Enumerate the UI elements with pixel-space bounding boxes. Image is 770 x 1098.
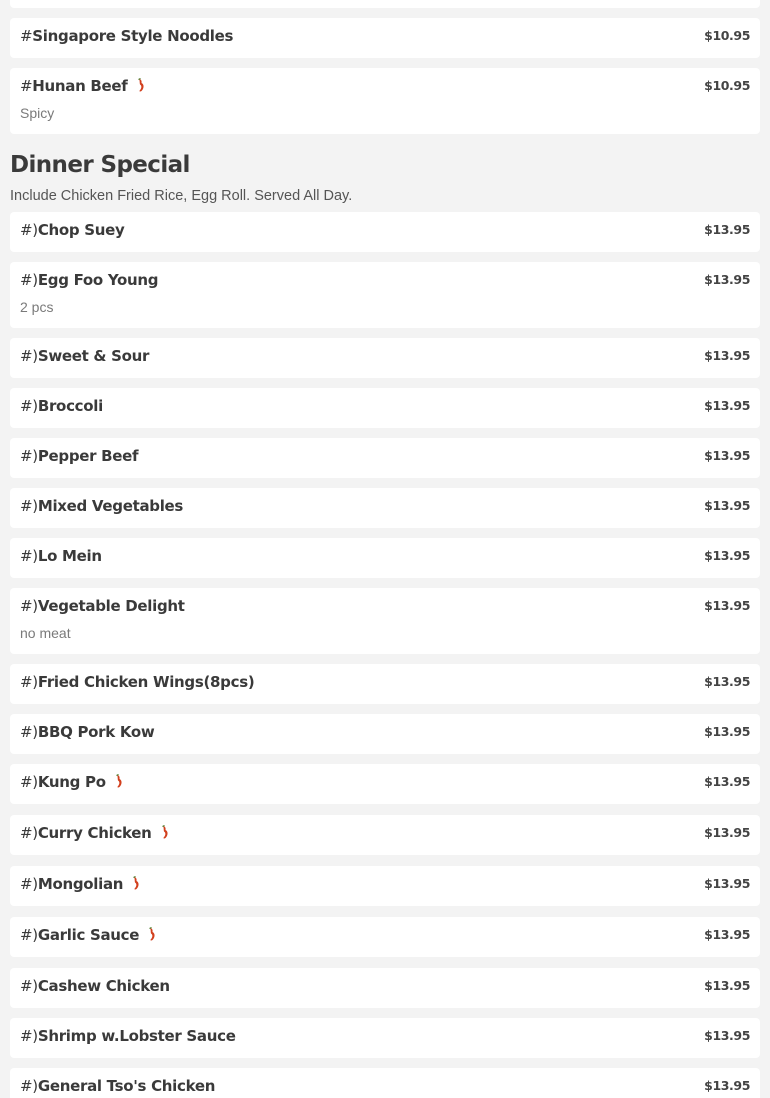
menu-item-prefix: #) [20,497,38,515]
menu-item-price: $13.95 [704,825,750,840]
menu-item-prefix: #) [20,723,38,741]
menu-item-prefix: #) [20,221,38,239]
menu-item-price: $13.95 [704,724,750,739]
menu-item-card[interactable] [10,714,760,754]
menu-item-title: Cashew Chicken [37,977,170,995]
menu-item-prefix: #) [20,977,38,995]
menu-item-name [20,27,233,45]
menu-item-name [20,397,103,415]
menu-item-prefix: # [20,27,33,45]
menu-item-title: Sweet & Sour [37,347,150,365]
menu-item-price: $13.95 [704,876,750,891]
menu-item-card[interactable] [10,212,760,252]
menu-item-prefix: #) [20,1027,38,1045]
chili-pepper-icon [160,825,169,839]
menu-item-title: Egg Foo Young [37,271,159,289]
menu-item-price: $10.95 [704,78,750,93]
menu-item-price: $13.95 [704,978,750,993]
menu-item-prefix: #) [20,926,38,944]
menu-item-name [20,547,102,565]
chili-pepper-icon [114,774,123,788]
chili-pepper-icon [131,876,140,890]
menu-item-title: Chop Suey [37,221,125,239]
menu-item-prefix: #) [20,447,38,465]
menu-item-name [20,926,156,944]
menu-item-card[interactable] [10,262,760,328]
menu-item-title: Hunan Beef [32,77,128,95]
menu-item-card[interactable] [10,917,760,957]
menu-item-prefix: #) [20,875,38,893]
menu-item-card[interactable] [10,68,760,134]
menu-item-card[interactable] [10,664,760,704]
menu-item-title: Mongolian [37,875,124,893]
menu-item-price: $13.95 [704,1078,750,1093]
section-description: Include Chicken Fried Rice, Egg Roll. Served All Day. [10,188,353,204]
menu-item-prefix: # [20,77,33,95]
menu-item-name [20,1027,236,1045]
menu-item-card[interactable] [10,815,760,855]
menu-item-card[interactable] [10,968,760,1008]
menu-item-title: Pepper Beef [37,447,139,465]
menu-item-title: Vegetable Delight [37,597,185,615]
menu-item-prefix: #) [20,347,38,365]
menu-item-price: $13.95 [704,398,750,413]
menu-item-name [20,271,158,289]
menu-item-name [20,447,138,465]
menu-item-prefix: #) [20,597,38,615]
menu-item-title: Mixed Vegetables [37,497,184,515]
menu-item-card[interactable] [10,488,760,528]
menu-item-title: Lo Mein [37,547,102,565]
menu-item-name [20,221,125,239]
menu-item-name [20,773,123,791]
menu-item-name [20,77,145,95]
menu-item-prefix: #) [20,824,38,842]
menu-item-price: $13.95 [704,448,750,463]
menu-item-price: $13.95 [704,927,750,942]
chili-pepper-icon [136,78,145,92]
menu-item-name [20,673,254,691]
menu-item-title: Kung Po [37,773,106,791]
menu-item-description: Spicy [20,105,55,121]
menu-item-title: Fried Chicken Wings(8pcs) [37,673,255,691]
menu-item-card[interactable] [10,1018,760,1058]
menu-item-card[interactable] [10,866,760,906]
menu-item-price: $13.95 [704,1028,750,1043]
menu-item-prefix: #) [20,673,38,691]
menu-item-price: $13.95 [704,498,750,513]
menu-item-price: $13.95 [704,598,750,613]
menu-item-name [20,875,140,893]
menu-item-name [20,347,149,365]
menu-item-prefix: #) [20,773,38,791]
menu-item-card[interactable] [10,764,760,804]
menu-item-name [20,597,185,615]
menu-item-name [20,497,183,515]
menu-item-price: $10.95 [704,28,750,43]
menu-item-card[interactable] [10,438,760,478]
menu-item-title: Shrimp w.Lobster Sauce [37,1027,236,1045]
menu-item-prefix: #) [20,397,38,415]
chili-pepper-icon [147,927,156,941]
section-title: Dinner Special [10,152,190,178]
menu-item-name [20,977,170,995]
menu-item-price: $13.95 [704,272,750,287]
menu-item-price: $13.95 [704,674,750,689]
menu-item-card-partial[interactable] [10,0,760,8]
menu-item-description: no meat [20,625,71,641]
menu-item-card[interactable] [10,588,760,654]
menu-item-title: Broccoli [37,397,103,415]
menu-item-card[interactable] [10,538,760,578]
menu-item-description: 2 pcs [20,299,54,315]
menu-item-title: General Tso's Chicken [37,1077,216,1095]
menu-item-title: Curry Chicken [37,824,152,842]
menu-item-name [20,1077,215,1095]
menu-item-card[interactable] [10,388,760,428]
menu-item-name [20,723,155,741]
menu-item-price: $13.95 [704,548,750,563]
menu-item-prefix: #) [20,271,38,289]
menu-item-prefix: #) [20,547,38,565]
menu-item-price: $13.95 [704,348,750,363]
menu-item-card[interactable] [10,1068,760,1098]
menu-item-title: Singapore Style Noodles [32,27,234,45]
menu-item-card[interactable] [10,18,760,58]
menu-item-card[interactable] [10,338,760,378]
menu-item-price: $13.95 [704,774,750,789]
menu-item-title: Garlic Sauce [37,926,140,944]
menu-item-title: BBQ Pork Kow [37,723,155,741]
menu-item-name [20,824,169,842]
menu-item-prefix: #) [20,1077,38,1095]
menu-item-price: $13.95 [704,222,750,237]
